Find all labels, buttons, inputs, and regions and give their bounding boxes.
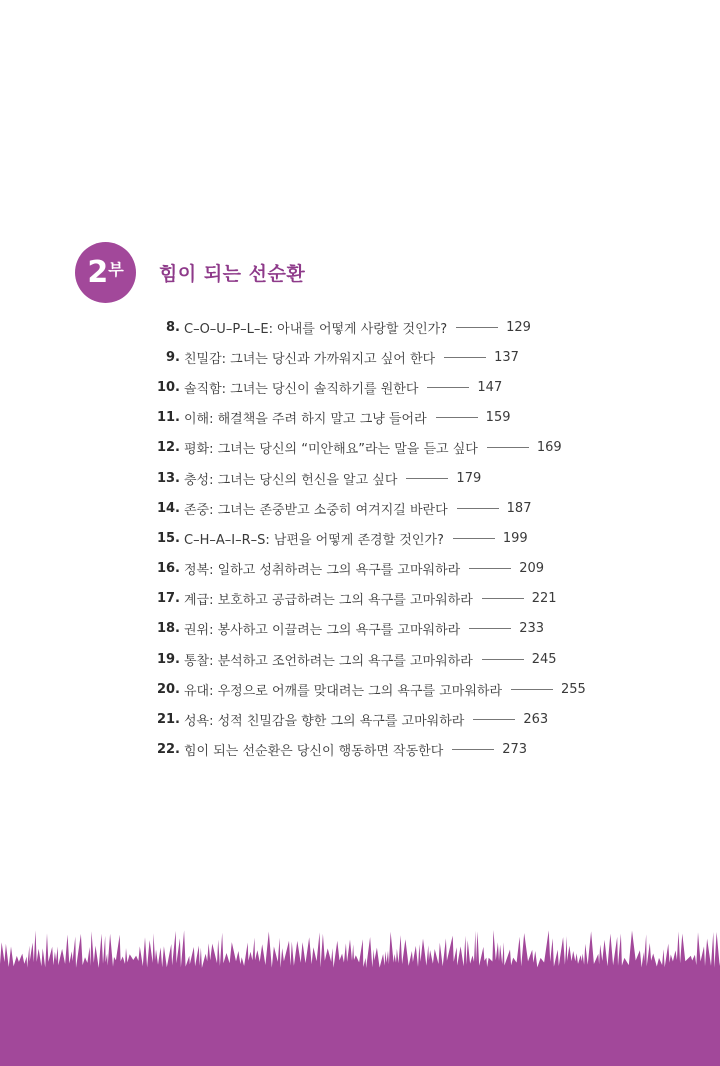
toc-entry-title: 힘이 되는 선순환은 당신이 행동하면 작동한다 [184, 744, 444, 760]
toc-entry-number: 14. [156, 500, 180, 516]
toc-entry-page: 169 [536, 440, 562, 456]
toc-entry-number: 9. [166, 349, 180, 365]
toc-entry [0, 674, 720, 704]
part-title: 힘이 되는 선순환 [159, 263, 306, 285]
toc-entry-page: 187 [506, 500, 532, 516]
toc-leader-line [482, 598, 524, 599]
toc-leader-line [473, 719, 515, 720]
part-suffix: 부 [108, 259, 124, 279]
toc-entry-title: 이해: 해결책을 주려 하지 말고 그냥 들어라 [184, 412, 427, 428]
toc-leader-line [406, 478, 448, 479]
toc-leader-line [452, 749, 494, 750]
toc-leader-line [457, 508, 499, 509]
table-of-contents [0, 312, 720, 765]
toc-entry [0, 493, 720, 523]
toc-entry-title: 계급: 보호하고 공급하려는 그의 욕구를 고마워하라 [184, 593, 473, 609]
toc-entry-number: 22. [156, 742, 180, 758]
toc-entry-number: 18. [156, 621, 180, 637]
toc-entry-page: 221 [531, 591, 557, 607]
toc-entry [0, 342, 720, 372]
toc-entry [0, 312, 720, 342]
toc-entry-page: 147 [477, 379, 503, 395]
toc-leader-line [444, 357, 486, 358]
toc-leader-line [487, 447, 529, 448]
toc-entry-page: 255 [561, 681, 586, 697]
toc-entry [0, 372, 720, 402]
toc-entry-title: 충성: 그녀는 당신의 헌신을 알고 싶다 [184, 472, 398, 488]
toc-entry-page: 245 [531, 651, 557, 667]
toc-entry-number: 21. [156, 712, 180, 728]
toc-entry-page: 263 [523, 712, 549, 728]
toc-entry [0, 554, 720, 584]
toc-entry-number: 20. [156, 681, 180, 697]
part-number: 2 [87, 254, 108, 290]
toc-entry-title: C–H–A–I–R–S: 남편을 어떻게 존경할 것인가? [184, 532, 444, 548]
toc-entry-title: 정복: 일하고 성취하려는 그의 욕구를 고마워하라 [184, 563, 461, 579]
toc-leader-line [469, 568, 511, 569]
toc-entry-title: 친밀감: 그녀는 당신과 가까워지고 싶어 한다 [184, 351, 436, 367]
toc-entry [0, 614, 720, 644]
toc-entry-number: 12. [156, 440, 180, 456]
toc-entry [0, 644, 720, 674]
toc-entry-title: 평화: 그녀는 당신의 “미안해요”라는 말을 듣고 싶다 [184, 442, 478, 458]
toc-entry-title: 권위: 봉사하고 이끌려는 그의 욕구를 고마워하라 [184, 623, 461, 639]
toc-entry-page: 179 [456, 470, 482, 486]
toc-entry-number: 8. [166, 319, 180, 335]
toc-entry [0, 433, 720, 463]
toc-entry-page: 159 [485, 410, 511, 426]
toc-entry-number: 11. [156, 410, 180, 426]
grass-footer-decoration [0, 930, 720, 1066]
toc-entry [0, 735, 720, 765]
toc-entry-number: 19. [156, 651, 180, 667]
toc-entry [0, 463, 720, 493]
toc-entry-page: 233 [519, 621, 545, 637]
toc-entry-title: 존중: 그녀는 존중받고 소중히 여겨지길 바란다 [184, 502, 448, 518]
toc-leader-line [436, 417, 478, 418]
toc-leader-line [456, 327, 498, 328]
toc-entry [0, 523, 720, 553]
toc-entry-title: 통찰: 분석하고 조언하려는 그의 욕구를 고마워하라 [184, 653, 473, 669]
toc-entry [0, 584, 720, 614]
toc-leader-line [427, 387, 469, 388]
toc-entry-number: 17. [156, 591, 180, 607]
toc-entry [0, 403, 720, 433]
toc-entry-title: 유대: 우정으로 어깨를 맞대려는 그의 욕구를 고마워하라 [184, 683, 503, 699]
toc-entry-number: 16. [156, 561, 180, 577]
toc-leader-line [482, 659, 524, 660]
toc-entry-number: 15. [156, 530, 180, 546]
toc-entry-page: 137 [494, 349, 519, 365]
toc-entry-page: 273 [502, 742, 528, 758]
part-badge [75, 242, 136, 303]
toc-entry-title: 성욕: 성적 친밀감을 향한 그의 욕구를 고마워하라 [184, 714, 465, 730]
toc-leader-line [469, 628, 511, 629]
toc-entry [0, 704, 720, 734]
toc-leader-line [511, 689, 553, 690]
toc-leader-line [453, 538, 495, 539]
toc-entry-number: 10. [156, 379, 180, 395]
toc-entry-title: C–O–U–P–L–E: 아내를 어떻게 사랑할 것인가? [184, 321, 448, 337]
toc-entry-page: 199 [502, 530, 528, 546]
toc-entry-page: 209 [519, 561, 545, 577]
toc-entry-number: 13. [156, 470, 180, 486]
toc-entry-page: 129 [506, 319, 531, 335]
toc-entry-title: 솔직함: 그녀는 당신이 솔직하기를 원한다 [184, 381, 419, 397]
